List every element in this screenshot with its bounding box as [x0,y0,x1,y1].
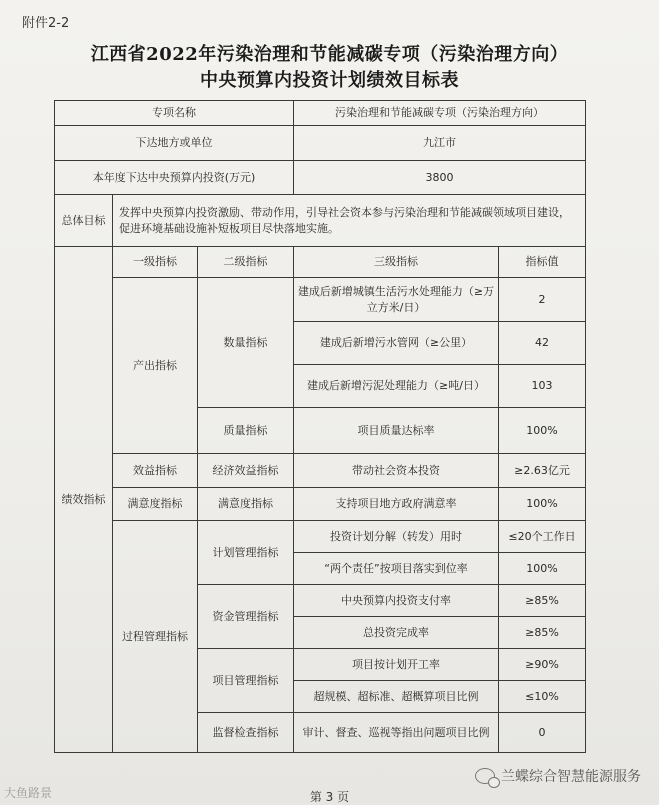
overall-target-text: 发挥中央预算内投资激励、带动作用，引导社会资本参与污染治理和节能减碳领域项目建设，促进环境基础设施补短板项目尽快落地实施。 [113,195,586,247]
indicator-value: 100% [499,488,586,521]
performance-target-table [54,100,586,753]
indicator-name: 带动社会资本投资 [294,454,499,488]
info-value: 3800 [294,161,586,195]
quantity-indicator-label: 数量指标 [198,278,294,408]
output-indicator-label: 产出指标 [113,278,198,454]
wechat-icon [475,768,495,784]
header-level3: 三级指标 [294,247,499,278]
indicator-header-row [55,247,586,278]
indicator-value: 100% [499,553,586,585]
indicator-name: 支持项目地方政府满意率 [294,488,499,521]
satisfaction-indicator-label: 满意度指标 [113,488,198,521]
attachment-label: 附件2-2 [22,16,70,31]
info-value: 污染治理和节能减碳专项（污染治理方向） [294,101,586,126]
indicator-value: 42 [499,322,586,365]
supervise-check-label: 监督检查指标 [198,713,294,753]
indicator-name: 建成后新增污泥处理能力（≥吨/日） [294,365,499,408]
table-row [55,278,586,322]
indicator-name: “两个责任”按项目落实到位率 [294,553,499,585]
page-number: 第 3 页 [309,790,350,804]
table-row [55,488,586,521]
process-indicator-label: 过程管理指标 [113,521,198,753]
indicator-name: 项目按计划开工率 [294,649,499,681]
indicator-value: 103 [499,365,586,408]
watermark-account [475,766,641,786]
table-row [55,521,586,553]
page-title-line1: 江西省2022年污染治理和节能减碳专项（污染治理方向） [90,44,569,65]
indicator-name: 总投资完成率 [294,617,499,649]
indicator-value: ≥2.63亿元 [499,454,586,488]
info-label: 本年度下达中央预算内投资(万元) [55,161,294,195]
overall-target-label: 总体目标 [55,195,113,247]
page-title-line2: 中央预算内投资计划绩效目标表 [200,70,459,91]
info-row [55,126,586,161]
quality-indicator-label: 质量指标 [198,408,294,454]
indicator-value: ≥90% [499,649,586,681]
watermark-corner: 大鱼路景 [4,786,53,800]
info-row [55,161,586,195]
benefit-indicator-label: 效益指标 [113,454,198,488]
info-label: 专项名称 [55,101,294,126]
watermark-account-name: 兰蝶综合智慧能源服务 [501,769,641,785]
indicator-name: 投资计划分解（转发）用时 [294,521,499,553]
indicator-value: ≤10% [499,681,586,713]
indicator-value: 100% [499,408,586,454]
fund-management-label: 资金管理指标 [198,585,294,649]
indicator-name: 中央预算内投资支付率 [294,585,499,617]
indicator-value: 0 [499,713,586,753]
header-level2: 二级指标 [198,247,294,278]
info-value: 九江市 [294,126,586,161]
benefit-sub-label: 经济效益指标 [198,454,294,488]
header-level1: 一级指标 [113,247,198,278]
indicator-name: 建成后新增污水管网（≥公里） [294,322,499,365]
indicator-name: 建成后新增城镇生活污水处理能力（≥万立方米/日） [294,278,499,322]
header-value: 指标值 [499,247,586,278]
plan-management-label: 计划管理指标 [198,521,294,585]
info-row [55,101,586,126]
info-label: 下达地方或单位 [55,126,294,161]
performance-indicator-label: 绩效指标 [55,247,113,753]
indicator-name: 项目质量达标率 [294,408,499,454]
satisfaction-sub-label: 满意度指标 [198,488,294,521]
overall-target-row [55,195,586,247]
indicator-value: ≥85% [499,617,586,649]
table-row [55,454,586,488]
indicator-name: 审计、督查、巡视等指出问题项目比例 [294,713,499,753]
project-management-label: 项目管理指标 [198,649,294,713]
indicator-value: 2 [499,278,586,322]
indicator-name: 超规模、超标准、超概算项目比例 [294,681,499,713]
indicator-value: ≤20个工作日 [499,521,586,553]
indicator-value: ≥85% [499,585,586,617]
